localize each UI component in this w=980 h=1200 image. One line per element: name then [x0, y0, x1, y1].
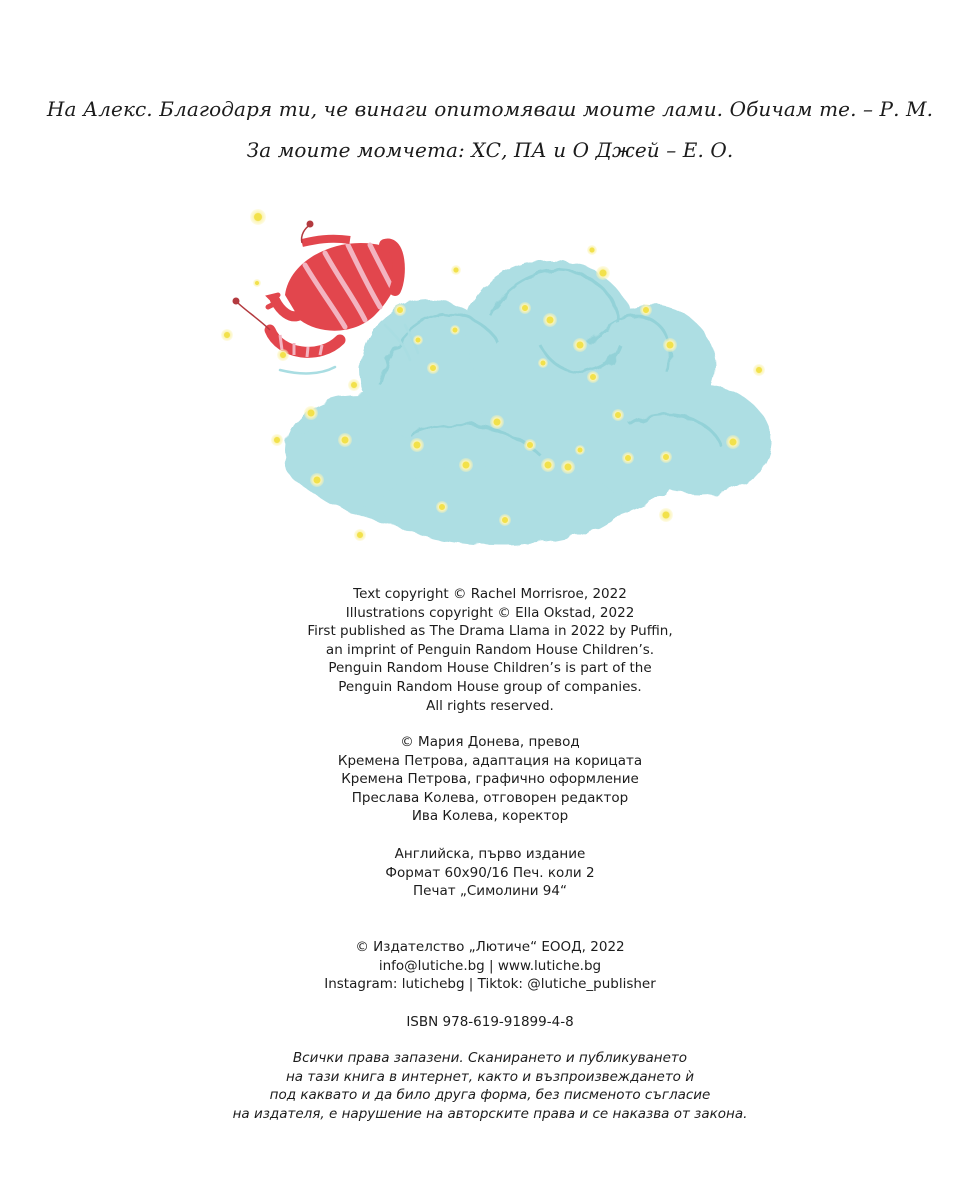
rights-line: под каквато и да било друга форма, без писменото съгласие: [269, 1087, 711, 1104]
rights-line: на издателя, е нарушение на авторските права и се наказва от закона.: [232, 1105, 748, 1122]
publisher-block: [0, 938, 980, 994]
credit-line: Кремена Петрова, графично оформление: [341, 771, 639, 788]
dedication-line: За моите момчета: ХС, ПА и О Джей – Е. О.: [246, 138, 734, 162]
cloud-illustration: [210, 195, 790, 565]
credit-line: © Мария Донева, превод: [400, 734, 580, 750]
credits-block: [0, 733, 980, 826]
credit-line: Ива Колева, коректор: [411, 808, 569, 825]
publisher-contact-line: info@lutiche.bg | www.lutiche.bg: [378, 957, 602, 974]
dedication-line: На Алекс. Благодаря ти, че винаги опитомяваш моите лами. Обичам те. – Р. М.: [46, 97, 934, 121]
rights-line: Всички права запазени. Сканирането и публикуването: [292, 1050, 688, 1066]
edition-line: Английска, първо издание: [394, 846, 586, 862]
edition-block: [0, 845, 980, 901]
copyright-line: First published as The Drama Llama in 2022 by Puffin,: [307, 623, 673, 640]
copyright-line: All rights reserved.: [426, 697, 554, 714]
edition-line: Печат „Симолини 94“: [413, 883, 567, 900]
edition-line: Формат 60x90/16 Печ. коли 2: [385, 864, 595, 881]
copyright-block: [0, 585, 980, 715]
copyright-line: an imprint of Penguin Random House Children’s.: [325, 641, 655, 658]
publisher-social-line: Instagram: lutichebg | Tiktok: @lutiche_publisher: [324, 976, 656, 993]
credit-line: Преслава Колева, отговорен редактор: [351, 789, 629, 806]
credit-line: Кремена Петрова, адаптация на корицата: [337, 752, 643, 769]
rights-line: на тази книга в интернет, както и възпроизвеждането ѝ: [285, 1068, 695, 1085]
copyright-line: Penguin Random House Children’s is part of the: [328, 660, 652, 677]
copyright-line: Illustrations copyright © Ella Okstad, 2022: [345, 604, 635, 621]
copyright-line: Penguin Random House group of companies.: [338, 678, 642, 695]
rights-notice: [0, 1049, 980, 1123]
isbn: ISBN 978-619-91899-4-8: [406, 1014, 574, 1030]
copyright-line: Text copyright © Rachel Morrisroe, 2022: [353, 586, 627, 602]
publisher-line: © Издателство „Лютиче“ ЕООД, 2022: [355, 939, 625, 955]
isbn-block: [0, 1013, 980, 1032]
